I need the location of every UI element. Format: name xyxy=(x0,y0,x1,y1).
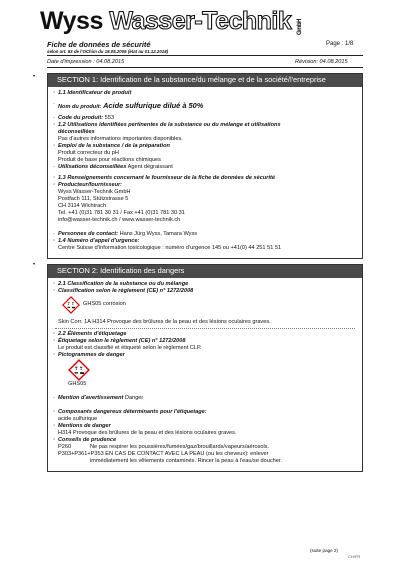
use-heading: · Emploi de la substance / de la préparation xyxy=(58,143,362,150)
signal-word-label: Mention d'avertissement xyxy=(58,394,124,401)
print-date: Date d'impression : 04.08.2015 xyxy=(47,59,125,65)
revision-date: Révision: 04.08.2015 xyxy=(295,59,348,65)
document-subtitle: selon art. 53 de l'OChim du 18.05.2005 (état au 01.12.2018) xyxy=(47,49,169,54)
hazard-statement-h314: H314 Provoque des brûlures de la peau et des lésions oculaires graves. xyxy=(58,429,237,436)
labelling-regulation: · Étiquetage selon le règlement (CE) n° 1272/2008 xyxy=(58,338,362,345)
pictograms-heading: · Pictogrammes de danger xyxy=(58,352,362,359)
hazardous-component: acide sulfurique xyxy=(58,415,98,422)
p303-text: EN CAS DE CONTACT AVEC LA PEAU (ou les cheveux): enlever xyxy=(105,450,269,457)
section-1 xyxy=(47,73,363,259)
clp-note: Le produit est classifié et étiqueté selon le règlement CLP. xyxy=(58,344,202,351)
document-title: Fiche de données de sécurité xyxy=(47,40,151,49)
company-logo xyxy=(40,8,308,34)
header-rule-top xyxy=(47,55,363,56)
p260-text: Ne pas respirer les poussières/fumées/gaz/brouillards/vapeurs/aérosols. xyxy=(90,443,270,450)
producer-label: · Producteur/fournisseur: xyxy=(58,182,362,189)
product-name-row xyxy=(58,101,362,111)
uses-heading-cont: déconseillées xyxy=(58,128,95,135)
page-number: Page : 1/8 xyxy=(326,41,354,47)
logo-gmbh: GmbH xyxy=(297,19,304,35)
section-1-title: SECTION 1: Identification de la substance/du mélange et de la société/l'entreprise xyxy=(48,74,362,87)
signal-word: Danger xyxy=(124,394,144,401)
supplier-city: CH 3114 Wichtrach xyxy=(58,202,107,209)
supplier-name: Wyss Wasser-Technik GmbH xyxy=(58,188,131,195)
classification-regulation: · Classification selon le règlement (CE) n° 1272/2008 xyxy=(58,288,362,295)
classification-heading: · 2.1 Classification de la substance ou du mélange xyxy=(58,281,362,288)
dotted-divider xyxy=(55,328,355,329)
precaution-p303 xyxy=(58,451,362,458)
supplier-phone: Tel. +41 (0)31 781 30 31 / Fax +41 (0)31 781 30 31 xyxy=(58,209,185,216)
emergency-number: Centre Suisse d'information toxicologique : numéro d'urgence 145 ou +41(0) 44 251 51 51 xyxy=(58,244,282,251)
identifier-heading: · 1.1 Identificateur de produit xyxy=(58,90,362,97)
country-code: CH/FR xyxy=(348,554,361,559)
contact-row xyxy=(58,231,362,238)
signal-word-row xyxy=(58,395,362,402)
precautionary-heading: · Conseils de prudence xyxy=(58,437,362,444)
emergency-heading: · 1.4 Numéro d'appel d'urgence: xyxy=(58,238,362,245)
header-rule-bottom xyxy=(47,67,363,68)
advised-against-row xyxy=(58,164,362,171)
advised-against-label: Utilisations déconseillées xyxy=(58,163,127,170)
logo-wyss: Wyss xyxy=(40,7,110,35)
contact-label: Personnes de contact: xyxy=(58,230,118,237)
uses-heading: · 1.2 Utilisations identifiées pertinentes de la substance ou du mélange et utilisations xyxy=(58,122,362,129)
use-item-2: Produit de base pour réactions chimiques xyxy=(58,156,161,163)
continued-note: (suite page 2) xyxy=(310,548,339,553)
ghs05-row xyxy=(62,295,362,315)
hazard-statements-heading: · Mentions de danger xyxy=(58,423,362,430)
section-2 xyxy=(47,264,363,472)
margin-bullet: • xyxy=(33,74,36,80)
logo-wasser-technik: Wasser-Technik xyxy=(109,7,292,35)
section-2-title: SECTION 2: Identification des dangers xyxy=(48,265,362,278)
precaution-p260 xyxy=(58,444,362,451)
corrosion-pictogram-icon xyxy=(62,296,80,314)
contact-value: Hans Jürg Wyss, Tamara Wyss xyxy=(119,230,198,237)
corrosion-pictogram-icon xyxy=(68,359,90,381)
margin-bullet: • xyxy=(33,262,36,268)
skin-corr-classification: Skin Corr. 1A H314 Provoque des brûlures de la peau et des lésions oculaires graves. xyxy=(58,318,271,325)
p303-code: P303+P361+P353 xyxy=(58,450,104,457)
advised-against-value: Agent dégraissant xyxy=(127,163,173,170)
uses-note: Pas d'autres informations importantes disponibles. xyxy=(58,135,183,142)
supplier-address: Postfach 111, Stützstrasse 5 xyxy=(58,195,129,202)
product-code-row xyxy=(58,115,362,122)
use-item-1: Produit correcteur du pH xyxy=(58,149,119,156)
section-2-body xyxy=(48,278,362,471)
product-code: 553 xyxy=(104,114,114,121)
product-name-label: Nom du produit: xyxy=(58,103,102,110)
section-1-body xyxy=(48,87,362,258)
hazardous-components-heading: · Composants dangereux déterminants pour l'étiquetage: xyxy=(58,409,362,416)
product-name: Acide sulfurique dilué à 50% xyxy=(103,100,204,110)
p260-code: P260 xyxy=(58,443,72,450)
supplier-heading: · 1.3 Renseignements concernant le fournisseur de la fiche de données de sécurité xyxy=(58,175,362,182)
p303-text-cont: immédiatement les vêtements contaminés. Rincer la peau à l'eau/se doucher. xyxy=(90,457,282,464)
ghs05-label: GHS05 corrosion xyxy=(83,301,126,308)
supplier-web[interactable]: info@wasser-technik.ch / www.wasser-technik.ch xyxy=(58,216,181,223)
label-elements-heading: · 2.2 Éléments d'étiquetage xyxy=(58,331,362,338)
product-code-label: Code du produit: xyxy=(58,114,104,121)
ghs05-caption: GHS05 xyxy=(68,380,87,387)
